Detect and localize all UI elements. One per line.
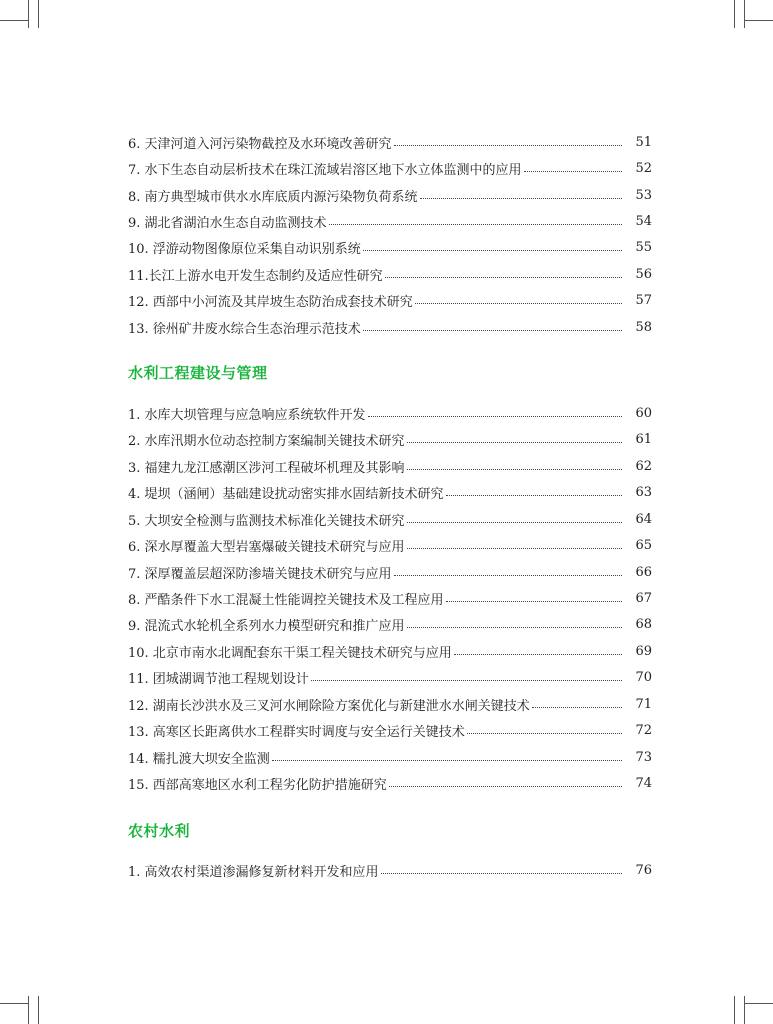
leader-dots xyxy=(420,197,622,199)
toc-entry-page: 64 xyxy=(635,511,652,527)
leader-dots xyxy=(407,626,622,628)
toc-entry-page: 51 xyxy=(635,134,652,150)
leader-dots xyxy=(407,441,622,443)
toc-entry[interactable] xyxy=(128,614,652,634)
toc-entry-page: 55 xyxy=(635,239,652,255)
toc-entry-page: 72 xyxy=(635,722,652,738)
leader-dots xyxy=(532,706,622,708)
toc-entry[interactable] xyxy=(128,667,652,687)
toc-entry[interactable] xyxy=(128,509,652,529)
toc-entry-title: 10. 浮游动物图像原位采集自动识别系统 xyxy=(128,241,361,257)
toc-entry-title: 9. 混流式水轮机全系列水力模型研究和推广应用 xyxy=(128,618,405,634)
toc-entry[interactable] xyxy=(128,237,652,257)
toc-entry-title: 12. 湖南长沙洪水及三叉河水闸除险方案优化与新建泄水水闸关键技术 xyxy=(128,698,530,714)
leader-dots xyxy=(446,600,622,602)
leader-dots xyxy=(415,302,622,304)
toc-entry-title: 10. 北京市南水北调配套东干渠工程关键技术研究与应用 xyxy=(128,645,452,661)
toc-entry[interactable] xyxy=(128,641,652,661)
toc-entry-page: 61 xyxy=(635,431,652,447)
toc-entry[interactable] xyxy=(128,588,652,608)
toc-entry-page: 54 xyxy=(635,213,652,229)
toc-entry[interactable] xyxy=(128,403,652,423)
toc-entry-title: 7. 水下生态自动层析技术在珠江流域岩溶区地下水立体监测中的应用 xyxy=(128,162,522,178)
toc-entry-title: 8. 南方典型城市供水水库底质内源污染物负荷系统 xyxy=(128,189,418,205)
toc-entry[interactable] xyxy=(128,773,652,793)
toc-entry-title: 1. 水库大坝管理与应急响应系统软件开发 xyxy=(128,407,366,423)
toc-entry[interactable] xyxy=(128,720,652,740)
leader-dots xyxy=(363,249,622,251)
leader-dots xyxy=(311,679,622,681)
leader-dots xyxy=(381,872,622,874)
leader-dots xyxy=(329,223,622,225)
toc-entry-title: 1. 高效农村渠道渗漏修复新材料开发和应用 xyxy=(128,864,379,880)
leader-dots xyxy=(385,276,622,278)
leader-dots xyxy=(394,144,622,146)
toc-entry-title: 4. 堤坝（涵闸）基础建设扰动密实排水固结新技术研究 xyxy=(128,486,444,502)
toc-entry-page: 65 xyxy=(635,537,652,553)
section-heading: 水利工程建设与管理 xyxy=(128,364,268,382)
leader-dots xyxy=(389,785,622,787)
toc-entry-title: 11.长江上游水电开发生态制约及适应性研究 xyxy=(128,268,383,284)
toc-entry[interactable] xyxy=(128,317,652,337)
toc-entry-page: 66 xyxy=(635,564,652,580)
toc-entry-title: 12. 西部中小河流及其岸坡生态防治成套技术研究 xyxy=(128,294,413,310)
leader-dots xyxy=(272,759,622,761)
section-heading: 农村水利 xyxy=(128,822,191,840)
toc-entry-title: 6. 天津河道入河污染物截控及水环境改善研究 xyxy=(128,136,392,152)
toc-entry-page: 68 xyxy=(635,616,652,632)
toc-entry-page: 57 xyxy=(635,292,652,308)
toc-entry[interactable] xyxy=(128,694,652,714)
toc-entry[interactable] xyxy=(128,264,652,284)
toc-entry-page: 76 xyxy=(635,862,652,878)
leader-dots xyxy=(407,547,622,549)
toc-entry-page: 52 xyxy=(635,160,652,176)
toc-entry-page: 73 xyxy=(635,749,652,765)
toc-entry[interactable] xyxy=(128,211,652,231)
toc-entry-title: 15. 西部高寒地区水利工程劣化防护措施研究 xyxy=(128,777,387,793)
toc-entry-page: 74 xyxy=(635,775,652,791)
leader-dots xyxy=(467,732,622,734)
toc-entry[interactable] xyxy=(128,747,652,767)
leader-dots xyxy=(454,653,622,655)
toc-entry[interactable] xyxy=(128,562,652,582)
toc-entry-title: 6. 深水厚覆盖大型岩塞爆破关键技术研究与应用 xyxy=(128,539,405,555)
toc-entry[interactable] xyxy=(128,132,652,152)
toc-entry-title: 7. 深厚覆盖层超深防渗墙关键技术研究与应用 xyxy=(128,566,392,582)
leader-dots xyxy=(363,329,622,331)
toc-entry-page: 63 xyxy=(635,484,652,500)
leader-dots xyxy=(394,574,622,576)
toc-entry-page: 53 xyxy=(635,187,652,203)
toc-entry-title: 11. 团城湖调节池工程规划设计 xyxy=(128,671,309,687)
toc-entry[interactable] xyxy=(128,535,652,555)
toc-entry-page: 58 xyxy=(635,319,652,335)
toc-entry-title: 14. 糯扎渡大坝安全监测 xyxy=(128,751,270,767)
toc-entry-title: 3. 福建九龙江感潮区涉河工程破坏机理及其影响 xyxy=(128,460,405,476)
toc-entry-page: 56 xyxy=(635,266,652,282)
toc-entry-page: 62 xyxy=(635,458,652,474)
leader-dots xyxy=(368,415,622,417)
toc-entry[interactable] xyxy=(128,185,652,205)
toc-entry[interactable] xyxy=(128,158,652,178)
toc-entry-page: 71 xyxy=(635,696,652,712)
toc-entry-page: 60 xyxy=(635,405,652,421)
toc-entry[interactable] xyxy=(128,456,652,476)
toc-entry-page: 70 xyxy=(635,669,652,685)
toc-entry[interactable] xyxy=(128,860,652,880)
toc-entry-title: 13. 徐州矿井废水综合生态治理示范技术 xyxy=(128,321,361,337)
toc-entry-title: 2. 水库汛期水位动态控制方案编制关键技术研究 xyxy=(128,433,405,449)
toc-entry[interactable] xyxy=(128,290,652,310)
toc-entry-title: 9. 湖北省湖泊水生态自动监测技术 xyxy=(128,215,327,231)
toc-entry[interactable] xyxy=(128,429,652,449)
leader-dots xyxy=(524,170,622,172)
toc-entry-page: 67 xyxy=(635,590,652,606)
toc-entry-page: 69 xyxy=(635,643,652,659)
leader-dots xyxy=(407,521,622,523)
toc-entry[interactable] xyxy=(128,482,652,502)
toc-entry-title: 8. 严酷条件下水工混凝土性能调控关键技术及工程应用 xyxy=(128,592,444,608)
leader-dots xyxy=(446,494,622,496)
toc-entry-title: 13. 高寒区长距离供水工程群实时调度与安全运行关键技术 xyxy=(128,724,465,740)
toc-entry-title: 5. 大坝安全检测与监测技术标准化关键技术研究 xyxy=(128,513,405,529)
leader-dots xyxy=(407,468,622,470)
